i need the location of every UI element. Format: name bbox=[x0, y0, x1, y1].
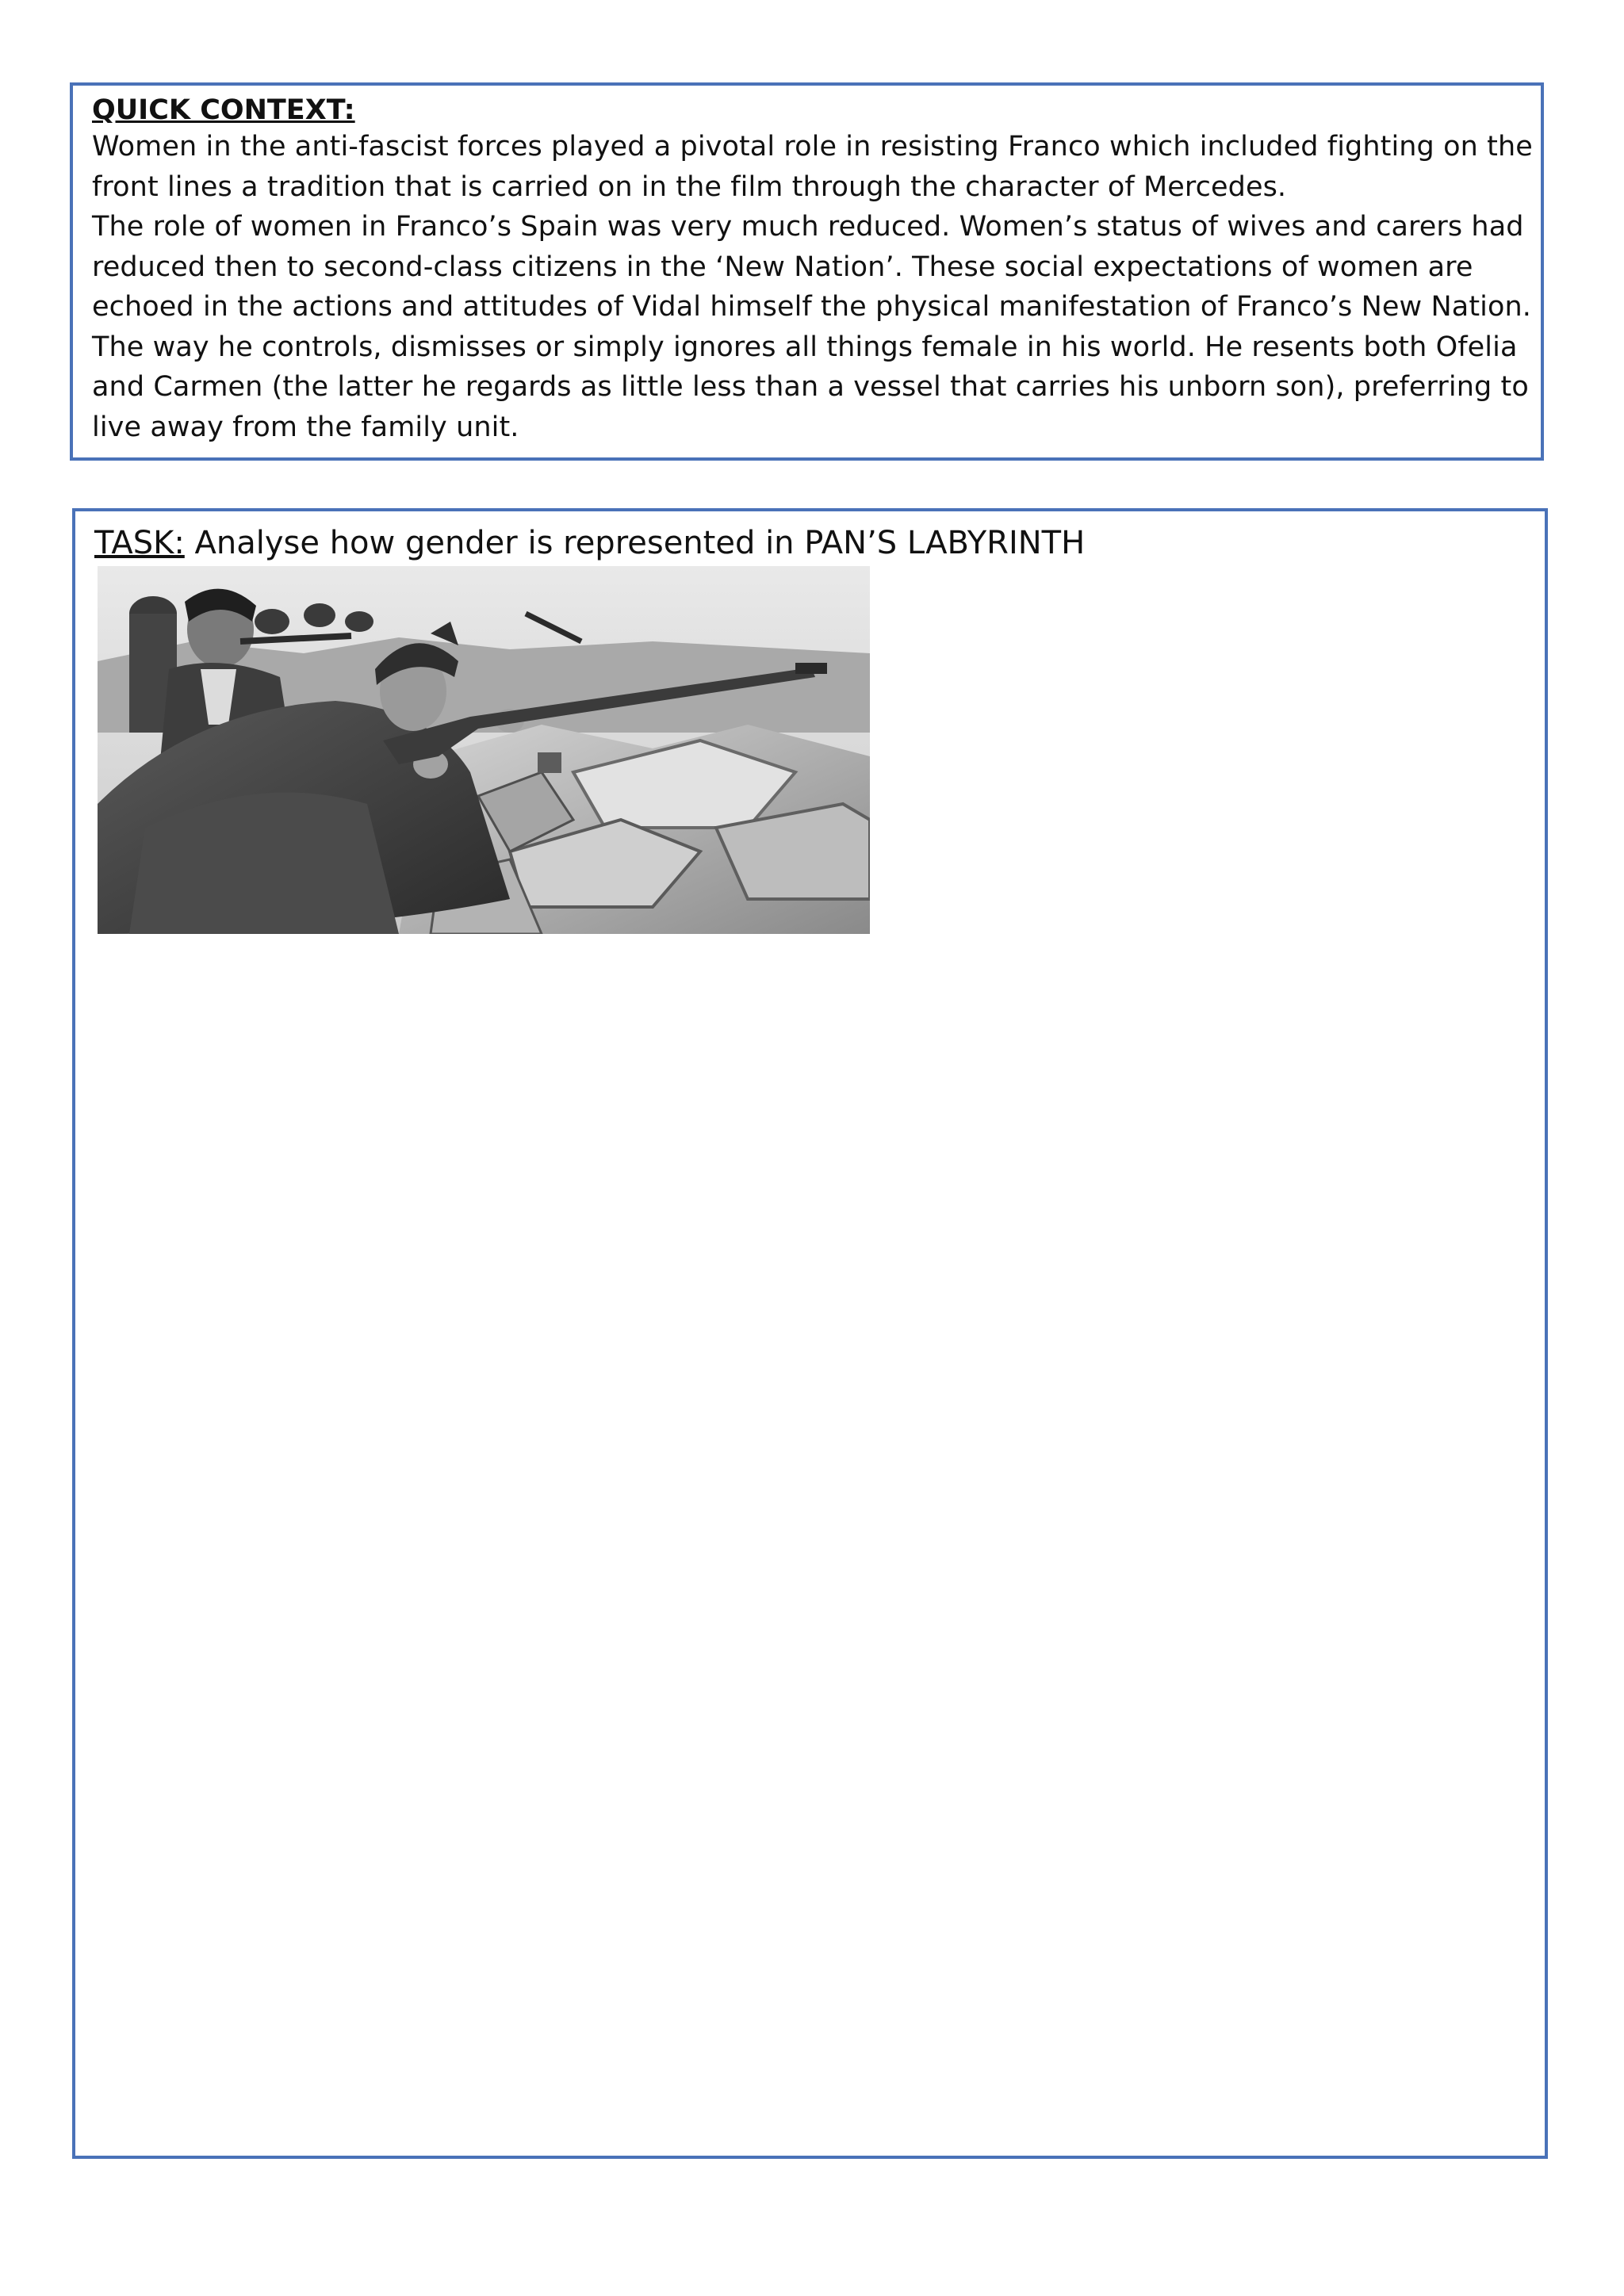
task-text: Analyse how gender is represented in PAN’S LABYRINTH bbox=[184, 525, 1086, 561]
context-line-7: and Carmen (the latter he regards as little less than a vessel that carries his unborn son), preferring to bbox=[92, 371, 1529, 403]
quick-context-heading: QUICK CONTEXT: bbox=[92, 94, 355, 126]
task-instruction bbox=[94, 522, 1545, 564]
context-line-3: The role of women in Franco’s Spain was very much reduced. Women’s status of wives and carers had bbox=[92, 211, 1524, 243]
context-line-1: Women in the anti-fascist forces played a pivotal role in resisting Franco which included fighting on the bbox=[92, 131, 1533, 163]
context-line-4: reduced then to second-class citizens in the ‘New Nation’. These social expectations of women are bbox=[92, 251, 1473, 283]
context-line-6: The way he controls, dismisses or simply ignores all things female in his world. He resents both Ofelia bbox=[92, 331, 1518, 363]
militia-photo bbox=[98, 566, 870, 934]
context-line-8: live away from the family unit. bbox=[92, 411, 519, 443]
task-label: TASK: bbox=[94, 525, 185, 561]
context-line-5: echoed in the actions and attitudes of Vidal himself the physical manifestation of Franco’s New Nation. bbox=[92, 291, 1531, 323]
context-line-2: front lines a tradition that is carried on in the film through the character of Mercedes. bbox=[92, 170, 1287, 203]
quick-context-box bbox=[70, 82, 1544, 461]
task-box bbox=[72, 508, 1548, 2159]
